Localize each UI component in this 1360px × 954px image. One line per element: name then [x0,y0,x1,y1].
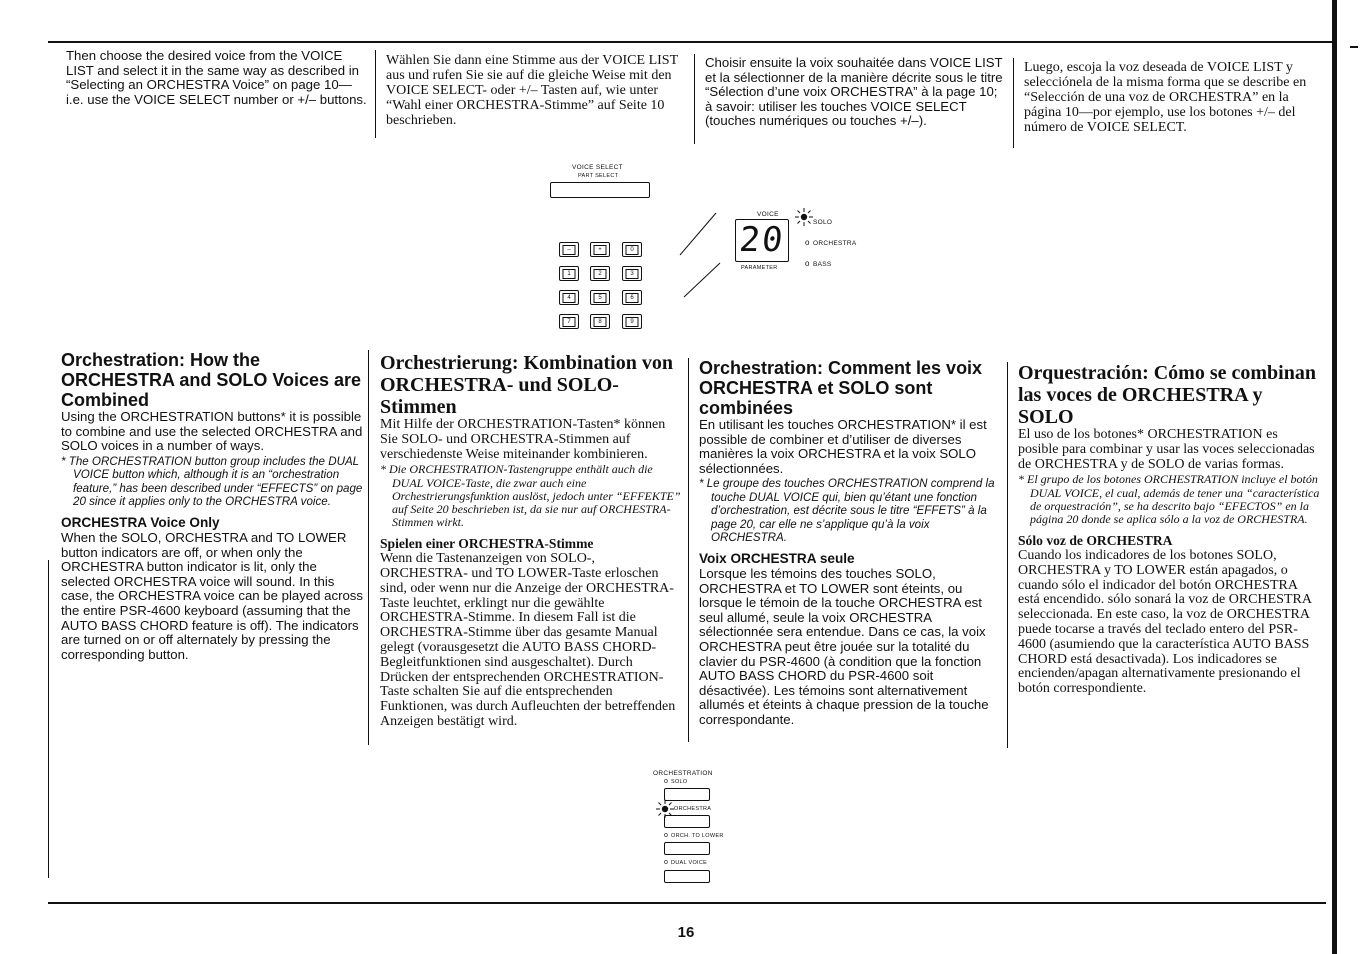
key-9[interactable] [622,314,642,329]
intro-en-text: Then choose the desired voice from the VOICE LIST and select it in the same way as described in “Selecting an ORCHESTRA Voice” on page 10—i.e. use the VOICE SELECT number or +/– buttons. [66,48,367,107]
note-en: * The ORCHESTRATION button group includes the DUAL VOICE button which, although it is an “orchestration feature,” has been described under “EFFECTS” on page 20 since it applies only to the ORCHESTRA voice. [61,454,363,508]
subheading-de: Spielen einer ORCHESTRA-Stimme [380,536,594,552]
orch-solo-label: SOLO [671,779,688,785]
divider-bottom-3 [1007,362,1008,748]
intro-de-text: Wählen Sie dann eine Stimme aus der VOICE LIST aus und rufen Sie sie auf die gleiche Weise mit den VOICE SELECT- oder +/– Tasten auf, wie unter “Wahl einer ORCHESTRA-Stimme” auf Seite 10 beschrieben. [386,53,678,128]
orch-to-lower-label: ORCH. TO LOWER [671,833,724,839]
subheading-es: Sólo voz de ORCHESTRA [1018,533,1173,549]
orch-to-lower-dot-icon: o [664,832,669,839]
intro-es-text: Luego, escoja la voz deseada de VOICE LIST y selecciónela de la misma forma que se describe en “Selección de una voz de ORCHESTRA” en la página 10—por ejemplo, use los botones +/– del número de VOICE SELECT. [1024,60,1307,135]
key-4[interactable] [559,290,579,305]
intro-en [66,49,369,107]
divider-top-2 [694,54,695,144]
dual-voice-label: DUAL VOICE [671,860,708,866]
intro-de [386,53,686,128]
part-select-button[interactable] [550,182,650,198]
indicator-bass-label: BASS [813,261,832,268]
key-7-label: 7 [563,317,576,327]
key-5-label: 5 [594,293,607,303]
orch-orchestra-label: ORCHESTRA [674,806,712,812]
key-4-label: 4 [563,293,576,303]
indicator-solo-label: SOLO [813,219,833,226]
pointer-lines [650,205,730,305]
body2-en: When the SOLO, ORCHESTRA and TO LOWER button indicators are off, or when only the ORCHESTRA button indicator is lit, only the selected ORCHESTRA voice will sound. In this case, the ORCHESTRA voice can be played across the entire PSR-4600 keyboard (assuming that the AUTO BASS CHORD feature is off). The indicators are turned on or off alternately by pressing the corresponding button. [61,530,363,662]
intro-es [1024,60,1324,135]
key-1-label: 1 [563,269,576,279]
body2-de: Wenn die Tastenanzeigen von SOLO-, ORCHESTRA- und TO LOWER-Taste erloschen sind, oder wenn nur die Anzeige der ORCHESTRA-Taste leuchtet, erklingt nur die gewählte ORCHESTRA-Stimme. In diesem Fall ist die ORCHESTRA-Stimme über das gesamte Manual gelegt (vorausgesetzt die AUTO BASS CHORD-Begleitfunktionen sind ausgeschaltet). Durch Drücken der entsprechenden ORCHESTRATION-Taste schalten Sie auf die entsprechenden Funktionen, was durch Aufleuchten der betreffenden Anzeigen bestätigt wird. [380,551,676,729]
intro-fr [705,56,1005,129]
display-voice-label: VOICE [757,211,779,218]
indicator-orchestra-dot-icon: o [805,238,810,247]
key-3-label: 3 [626,269,639,279]
right-edge-rule [1332,0,1337,954]
key-8-label: 8 [594,317,607,327]
section-es [1018,362,1320,697]
heading-de: Orchestrierung: Kombination von ORCHESTRA- und SOLO-Stimmen [380,352,673,418]
body1-fr: En utilisant les touches ORCHESTRATION* il est possible de combiner et d’utiliser de diverses manières la voix ORCHESTRA et la voix SOLO sélectionnées. [699,417,987,476]
key-0[interactable] [622,242,642,257]
indicator-bass-dot-icon: o [805,259,810,268]
orchestration-title: ORCHESTRATION [653,770,713,777]
bottom-rule [48,902,1326,904]
key-6-label: 6 [626,293,639,303]
body1-en: Using the ORCHESTRATION buttons* it is possible to combine and use the selected ORCHESTRA and SOLO voices in a number of ways. [61,409,363,454]
key-2[interactable] [590,266,610,281]
note-de: * Die ORCHESTRATION-Tastengruppe enthält auch die DUAL VOICE-Taste, die zwar auch eine Orchestrierungsfunktion auslöst, jedoch unter “EFFEKTE” auf Seite 20 beschrieben ist, da sie nur auf ORCHESTRA-Stimmen wirkt. [380,462,681,530]
dual-voice-dot-icon: o [664,859,669,866]
key-3[interactable] [622,266,642,281]
divider-top-3 [1013,58,1014,148]
indicator-orchestra-label: ORCHESTRA [813,240,857,247]
led-display-value: 20 [737,220,787,260]
left-margin-rule [48,560,49,878]
page-number: 16 [677,924,695,941]
key-2-label: 2 [594,269,607,279]
orchestra-button[interactable] [664,815,710,828]
divider-top-1 [375,50,376,138]
key-5[interactable] [590,290,610,305]
key-plus[interactable] [590,242,610,257]
note-fr: * Le groupe des touches ORCHESTRATION comprend la touche DUAL VOICE qui, bien qu’étant une fonction d’orchestration, est décrite sous le titre “EFFETS” à la page 20, car elle ne s’applique qu’à la voix ORCHESTRA. [699,477,995,544]
divider-bottom-2 [688,358,689,742]
part-select-label: PART SELECT [578,173,619,179]
subheading-fr: Voix ORCHESTRA seule [699,551,855,567]
key-9-label: 9 [626,317,639,327]
body2-es: Cuando los indicadores de los botones SOLO, ORCHESTRA y TO LOWER están apagados, o cuando sólo el indicador del botón ORCHESTRA está encendido. sólo sonará la voz de ORCHESTRA seleccionada. En este caso, la voz de ORCHESTRA puede tocarse a través del teclado entero del PSR-4600 (asumiendo que la característica AUTO BASS CHORD está desactivada). Los indicadores se encienden/apagan alternativamente presionando el botón correspondiente. [1018,548,1312,697]
intro-fr-text: Choisir ensuite la voix souhaitée dans VOICE LIST et la sélectionner de la manière décrite sous le titre “Sélection d’une voix ORCHESTRA” à la page 10; à savoir: utiliser les touches VOICE SELECT (touches numériques ou touches +/–). [705,55,1003,129]
note-es: * El grupo de los botones ORCHESTRATION incluye el botón DUAL VOICE, el cual, además de tener una “característica de orquestración”, se ha descrito bajo “EFECTOS” en la página 20 donde se aplica sólo a la voz de ORCHESTRA. [1018,472,1320,526]
key-8[interactable] [590,314,610,329]
subheading-en: ORCHESTRA Voice Only [61,515,220,531]
voice-select-label: VOICE SELECT [572,164,623,171]
key-minus[interactable] [559,242,579,257]
body2-fr: Lorsque les témoins des touches SOLO, ORCHESTRA et TO LOWER sont éteints, ou lorsque le témoin de la touche ORCHESTRA est seul allumé, seule la voix ORCHESTRA sélectionnée sera entendue. Dans ce cas, la voix ORCHESTRA peut être jouée sur la totalité du clavier du PSR-4600 (à condition que la fonction AUTO BASS CHORD du PSR-4600 soit désactivée). Les témoins sont alternativement allumés et éteints à chaque pression de la touche correspondante. [699,566,989,727]
led-display [735,219,789,262]
heading-fr: Orchestration: Comment les voix ORCHESTRA et SOLO sont combinées [699,358,983,418]
dual-voice-button[interactable] [664,870,710,883]
heading-es: Orquestración: Cómo se combinan las voces de ORCHESTRA y SOLO [1018,362,1316,428]
key-plus-label: + [594,245,607,255]
section-de [380,352,682,730]
key-1[interactable] [559,266,579,281]
divider-bottom-1 [368,350,369,745]
key-0-label: 0 [626,245,639,255]
section-fr [699,358,1001,728]
body1-es: El uso de los botones* ORCHESTRATION es posible para combinar y usar las voces seleccionadas de ORCHESTRA y de SOLO de varias formas. [1018,427,1315,472]
solo-dot-icon: o [664,778,669,785]
display-parameter-label: PARAMETER [741,265,778,271]
orch-to-lower-button[interactable] [664,842,710,855]
key-7[interactable] [559,314,579,329]
solo-indicator-lit-icon [795,208,813,226]
top-rule [48,41,1336,43]
heading-en: Orchestration: How the ORCHESTRA and SOLO Voices are Combined [61,350,362,410]
key-6[interactable] [622,290,642,305]
key-minus-label: – [563,245,576,255]
right-edge-tick [1350,46,1358,48]
section-en [61,350,363,662]
body1-de: Mit Hilfe der ORCHESTRATION-Tasten* können Sie SOLO- und ORCHESTRA-Stimmen auf verschiedenste Weise miteinander kombinieren. [380,417,666,462]
